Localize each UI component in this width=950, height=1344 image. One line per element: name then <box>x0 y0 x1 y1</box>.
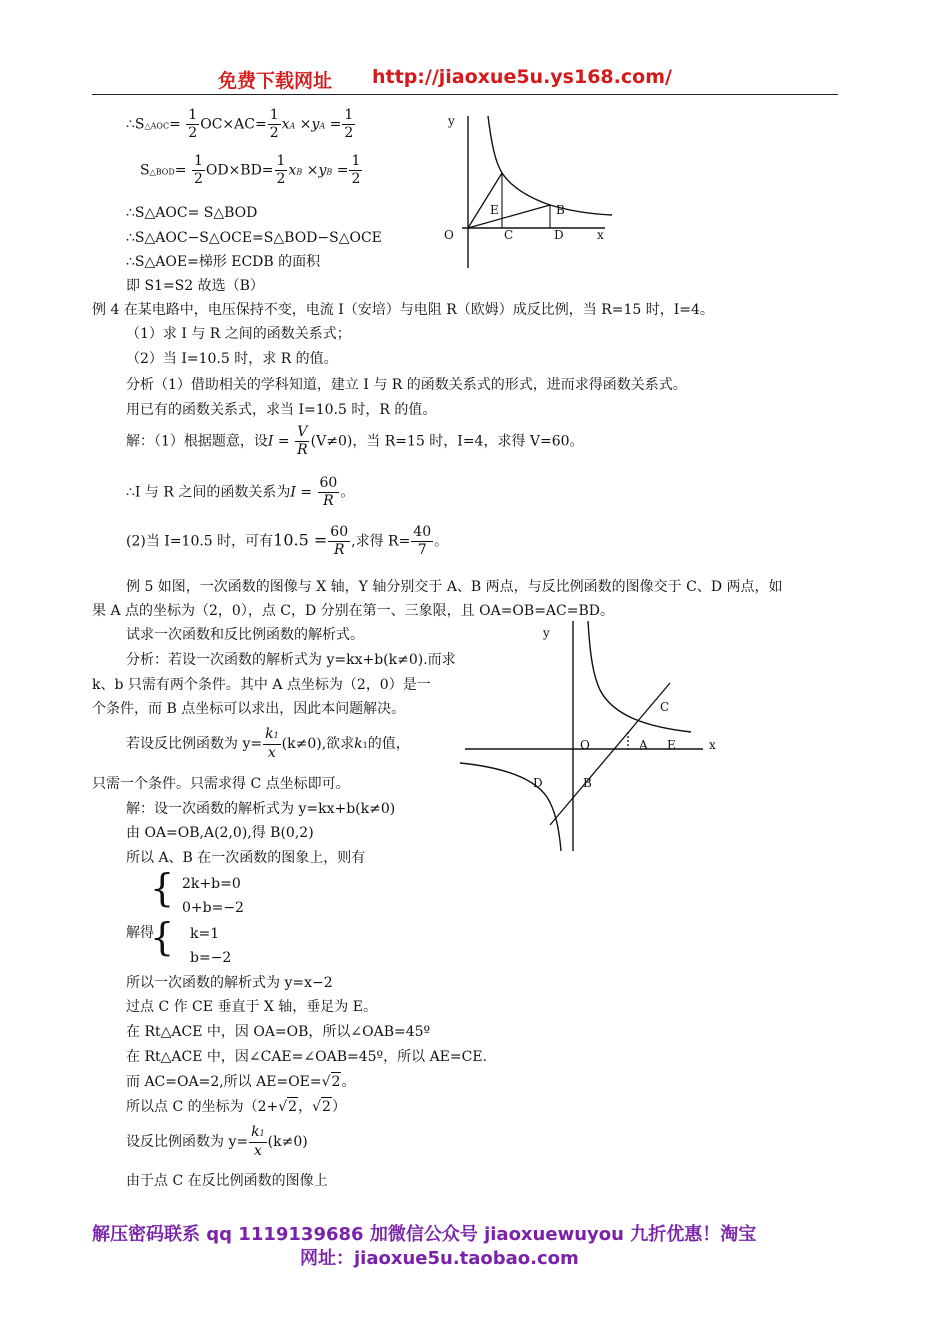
example4-solution-1: 解：（1）根据题意，设I = $\frac{V}{R}$ (V≠0)，当 R=15 时，I=4，求得 V=60。 <box>126 424 584 458</box>
system2-eq-b: b=−2 <box>190 950 232 966</box>
graph2-label-a: A <box>639 738 648 752</box>
footer-line-2[interactable]: 网址：jiaoxue5u.taobao.com <box>300 1248 579 1269</box>
graph1-label-d: D <box>554 228 564 242</box>
graph2-curve-q3 <box>460 763 561 851</box>
graph2-label-y: y <box>543 626 550 640</box>
graph2-curve-q1 <box>588 621 691 732</box>
graph1-label-c: C <box>504 228 514 242</box>
graph1-label-x: x <box>597 228 604 242</box>
system1-eq-a: 2k+b=0 <box>182 876 241 892</box>
solution-line-13: 由于点 C 在反比例函数的图像上 <box>126 1173 328 1189</box>
system-brace-2: { <box>150 915 175 959</box>
example4-analysis-2: 用已有的函数关系式，求当 I=10.5 时，R 的值。 <box>126 402 437 418</box>
solution-line-10: 而 AC=OA=2,所以 AE=OE=√2。 <box>126 1074 356 1090</box>
example5-analysis-4: 若设反比例函数为 y= $\frac{k1}{x}$ (k≠0),欲求k1的值， <box>126 726 410 761</box>
solution-line-9: 在 Rt△ACE 中，因∠CAE=∠OAB=45º，所以 AE=CE. <box>126 1049 488 1065</box>
solution-line-7: 过点 C 作 CE 垂直于 X 轴，垂足为 E。 <box>126 999 377 1015</box>
solution-line-6: 所以一次函数的解析式为 y=x−2 <box>126 975 333 991</box>
example5-analysis-1: 分析：若设一次函数的解析式为 y=kx+b(k≠0).而求 <box>126 652 456 668</box>
header-site-label: 免费下载网址 <box>218 70 333 92</box>
header-divider <box>92 94 838 95</box>
system1-eq-b: 0+b=−2 <box>182 900 244 916</box>
solution-line-12: 设反比例函数为 y= $\frac{k1}{x}$ (k≠0) <box>126 1124 308 1159</box>
eq-line-3: ∴S△AOC= S△BOD <box>126 205 258 221</box>
solution-line-2: 由 OA=OB,A(2,0),得 B(0,2) <box>126 825 314 841</box>
eq-line-bod: S△BOD= $\frac{1}{2}$ OD×BD= $\frac{1}{2}$ xB ×yB = $\frac{1}{2}$ <box>140 153 361 187</box>
graph1-label-o: O <box>444 228 454 242</box>
solution-line-11: 所以点 C 的坐标为（2+√2，√2） <box>126 1099 346 1115</box>
solution-solved-label: 解得 <box>126 925 154 941</box>
example4-statement: 例 4 在某电路中，电压保持不变，电流 I（安培）与电阻 R（欧姆）成反比例，当 R=15 时，I=4。 <box>92 302 714 318</box>
graph2-label-c: C <box>660 700 670 714</box>
graph2-label-o: O <box>580 738 590 752</box>
system2-eq-a: k=1 <box>190 926 220 942</box>
footer-line-1: 解压密码联系 qq 1119139686 加微信公众号 jiaoxuewuyou 九折优惠！淘宝 <box>92 1224 757 1245</box>
system-brace-1: { <box>150 866 175 910</box>
example4-question-2: （2）当 I=10.5 时，求 R 的值。 <box>126 351 338 367</box>
example5-statement-1: 例 5 如图，一次函数的图像与 X 轴，Y 轴分别交于 A、B 两点，与反比例函数的图像交于 C、D 两点，如 <box>126 579 783 595</box>
example5-question: 试求一次函数和反比例函数的解析式。 <box>126 627 364 643</box>
eq-line-4: ∴S△AOC−S△OCE=S△BOD−S△OCE <box>126 230 382 246</box>
graph-hyperbola-1 <box>440 108 620 273</box>
graph1-label-b: B <box>556 203 565 217</box>
solution-line-8: 在 Rt△ACE 中，因 OA=OB，所以∠OAB=45º <box>126 1024 431 1040</box>
example5-analysis-5: 只需一个条件。只需求得 C 点坐标即可。 <box>92 776 350 792</box>
graph2-label-x: x <box>709 738 716 752</box>
solution-line-1: 解：设一次函数的解析式为 y=kx+b(k≠0) <box>126 801 396 817</box>
graph2-label-b: B <box>583 776 592 790</box>
example4-solution-2: ∴I 与 R 之间的函数关系为I = $\frac{60}{R}$ 。 <box>126 475 355 509</box>
graph2-label-d: D <box>533 776 543 790</box>
graph1-label-y: y <box>448 114 455 128</box>
eq-line-6: 即 S1=S2 故选（B） <box>126 278 264 294</box>
example5-analysis-3: 个条件，而 B 点坐标可以求出，因此本问题解决。 <box>92 701 406 717</box>
graph1-label-e: E <box>490 203 499 217</box>
graph-hyperbola-line-2 <box>455 615 725 855</box>
eq-line-5: ∴S△AOE=梯形 ECDB 的面积 <box>126 254 321 270</box>
solution-line-3: 所以 A、B 在一次函数的图象上，则有 <box>126 850 366 866</box>
eq-line-aoc: ∴S△AOC= $\frac{1}{2}$ OC×AC= $\frac{1}{2}$ xA ×yA = $\frac{1}{2}$ <box>126 107 354 141</box>
graph1-curve <box>488 116 612 215</box>
example4-analysis-1: 分析（1）借助相关的学科知道，建立 I 与 R 的函数关系式的形式，进而求得函数关系式。 <box>126 377 687 393</box>
header-site-url[interactable]: http://jiaoxue5u.ys168.com/ <box>372 66 672 88</box>
example5-statement-2: 果 A 点的坐标为（2，0），点 C，D 分别在第一、三象限，且 OA=OB=AC=BD。 <box>92 603 614 619</box>
graph2-label-e: E <box>667 738 676 752</box>
example4-question-1: （1）求 I 与 R 之间的函数关系式； <box>126 326 351 342</box>
example4-solution-3: (2)当 I=10.5 时，可有10.5 = $\frac{60}{R}$ ,求得 R= $\frac{40}{7}$ 。 <box>126 524 449 558</box>
example5-analysis-2: k、b 只需有两个条件。其中 A 点坐标为（2，0）是一 <box>92 677 431 693</box>
